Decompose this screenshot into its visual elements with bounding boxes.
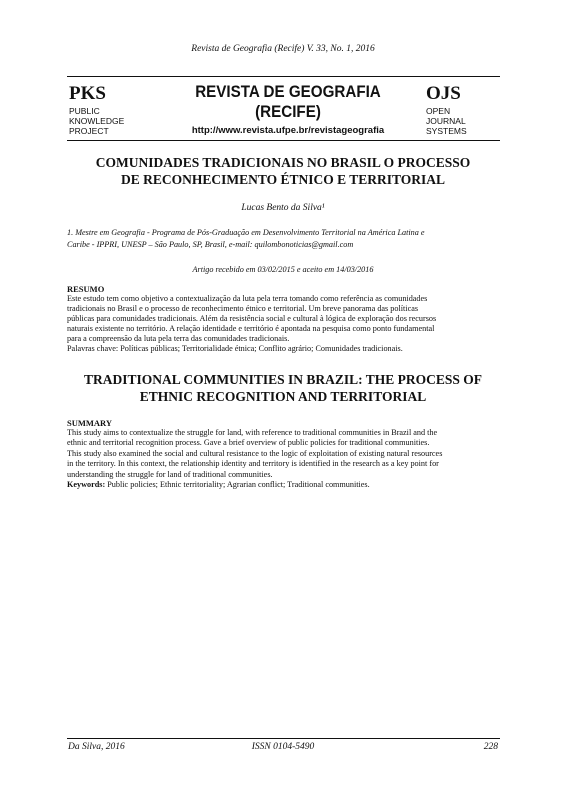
affiliation-line-1: 1. Mestre em Geografia - Programa de Pós-Graduação em Desenvolvimento Territorial na América Latina e: [67, 228, 425, 237]
resumo-keywords: Palavras chave: Políticas públicas; Territorialidade étnica; Conflito agrário; Comunidades tradicionais.: [67, 344, 403, 353]
received-date: Artigo recebido em 03/02/2015 e aceito em 14/03/2016: [192, 265, 374, 274]
summary-heading: SUMMARY: [67, 418, 113, 428]
resumo-line-2: tradicionais no Brasil e o processo de reconhecimento étnico e territorial. Um breve panorama das políticas: [67, 304, 419, 313]
journal-url-link[interactable]: http://www.revista.ufpe.br/revistageografia: [191, 125, 385, 136]
resumo-line-1: Este estudo tem como objetivo a contextualização da luta pela terra tomando como referência as comunidades: [67, 294, 428, 303]
title-pt-line-1: COMUNIDADES TRADICIONAIS NO BRASIL O PROCESSO: [95, 155, 471, 170]
pks-logo-subtitle: [69, 106, 124, 136]
resumo-section: [67, 284, 499, 354]
summary-keywords-label: Keywords:: [67, 480, 106, 490]
summary-line-4: in the territory. In this context, the relationship identity and territory is identified in the research as a key point for: [67, 459, 439, 469]
resumo-line-5: para a compreensão da luta pela terra das comunidades tradicionais.: [67, 334, 290, 343]
resumo-line-3: públicas para comunidades tradicionais. Além da resistência social e cultural à lógica de exploração dos recursos: [67, 314, 437, 323]
affiliation-line-2: Caribe - IPPRI, UNESP – São Paulo, SP, Brasil, e-mail: quilombonoticias@gmail.com: [67, 240, 354, 249]
resumo-line-4: naturais existente no território. A relação identidade e território é apontada na pesquisa como ponto fundamental: [67, 324, 435, 333]
summary-line-3: This study also examined the social and cultural resistance to the logic of exploitation of existing natural resources: [67, 448, 443, 458]
journal-citation: Revista de Geografia (Recife) V. 33, No. 1, 2016: [191, 44, 375, 54]
header-top-rule: [67, 76, 500, 77]
summary-keywords: [67, 480, 499, 490]
brand-line-2: (RECIFE): [255, 103, 321, 121]
page-number: 228: [483, 742, 498, 752]
pks-line-3: PROJECT: [69, 126, 109, 136]
resumo-heading: RESUMO: [67, 284, 105, 294]
title-en-line-2: ETHNIC RECOGNITION AND TERRITORIAL: [139, 389, 427, 404]
footer-rule: [67, 738, 500, 739]
summary-line-5: understanding the struggle for land of traditional communities.: [67, 469, 273, 479]
ojs-logo-title: OJS: [426, 83, 461, 104]
summary-line-2: ethnic and territorial recognition process. Gave a brief overview of public policies for traditional communities.: [67, 438, 430, 448]
article-title-english: [60, 371, 506, 405]
ojs-line-2: JOURNAL: [426, 116, 466, 126]
brand-line-1: REVISTA DE GEOGRAFIA: [195, 83, 381, 101]
article-title-portuguese: [60, 154, 506, 188]
ojs-line-1: OPEN: [426, 106, 451, 116]
pks-line-1: PUBLIC: [69, 106, 100, 116]
journal-brand: [178, 82, 399, 122]
footer-author: Da Silva, 2016: [68, 742, 125, 752]
summary-line-1: This study aims to contextualize the struggle for land, with reference to traditional communities in Brazil and the: [67, 428, 438, 437]
ojs-line-3: SYSTEMS: [426, 126, 467, 136]
header-bottom-rule: [67, 140, 500, 141]
pks-line-2: KNOWLEDGE: [69, 116, 125, 126]
summary-keywords-text: Public policies; Ethnic territoriality; Agrarian conflict; Traditional communities.: [105, 480, 370, 490]
author-name: Lucas Bento da Silva¹: [241, 203, 325, 213]
footer-issn: ISSN 0104-5490: [251, 742, 315, 752]
pks-logo-title: PKS: [69, 83, 106, 104]
ojs-logo-subtitle: [426, 106, 467, 136]
title-en-line-1: TRADITIONAL COMMUNITIES IN BRAZIL: THE PROCESS OF: [83, 372, 483, 387]
summary-section: [67, 418, 499, 490]
title-pt-line-2: DE RECONHECIMENTO ÉTNICO E TERRITORIAL: [120, 172, 446, 187]
author-affiliation: [67, 227, 499, 251]
